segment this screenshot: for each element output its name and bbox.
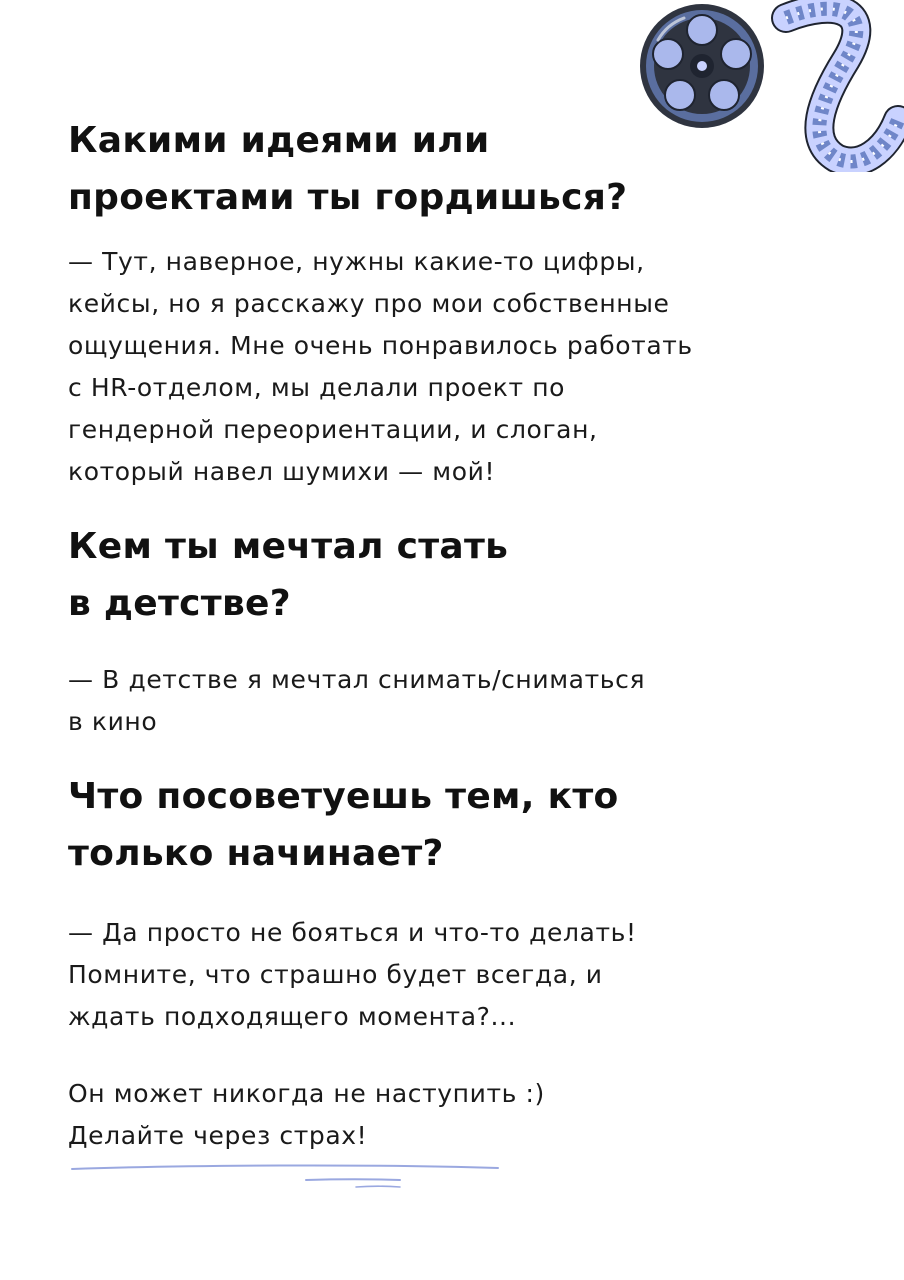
answer-paragraph-childhood (68, 659, 645, 743)
heading-line: в детстве? (68, 583, 291, 624)
answer-line: который навел шумихи — мой! (68, 457, 496, 486)
answer-line: — Тут, наверное, нужны какие-то цифры, (68, 247, 645, 276)
answer-line: Помните, что страшно будет всегда, и (68, 960, 603, 989)
film-strip (786, 9, 898, 162)
heading-line: Какими идеями или (68, 120, 490, 161)
answer-line: гендерной переориентации, и слоган, (68, 415, 598, 444)
answer-line: в кино (68, 707, 158, 736)
section-heading-advice (68, 768, 619, 882)
closing-paragraph (68, 1073, 545, 1157)
answer-line: с HR-отделом, мы делали проект по (68, 373, 566, 402)
answer-paragraph-advice (68, 912, 637, 1038)
answer-line: — Да просто не бояться и что-то делать! (68, 918, 637, 947)
heading-line: Кем ты мечтал стать (68, 526, 509, 567)
hand-drawn-underline (70, 1160, 502, 1194)
closing-line: Делайте через страх! (68, 1121, 368, 1150)
heading-line: только начинает? (68, 833, 444, 874)
answer-line: ждать подходящего момента?... (68, 1002, 517, 1031)
answer-line: — В детстве я мечтал снимать/сниматься (68, 665, 646, 694)
closing-line: Он может никогда не наступить :) (68, 1079, 545, 1108)
heading-line: проектами ты гордишься? (68, 177, 628, 218)
film-reel-icon (636, 0, 904, 172)
section-heading-pride (68, 112, 627, 226)
heading-line: Что посоветуешь тем, кто (68, 776, 619, 817)
reel (640, 4, 764, 128)
answer-paragraph-pride (68, 241, 693, 493)
answer-line: ощущения. Мне очень понравилось работать (68, 331, 693, 360)
section-heading-childhood (68, 518, 508, 632)
answer-line: кейсы, но я расскажу про мои собственные (68, 289, 670, 318)
